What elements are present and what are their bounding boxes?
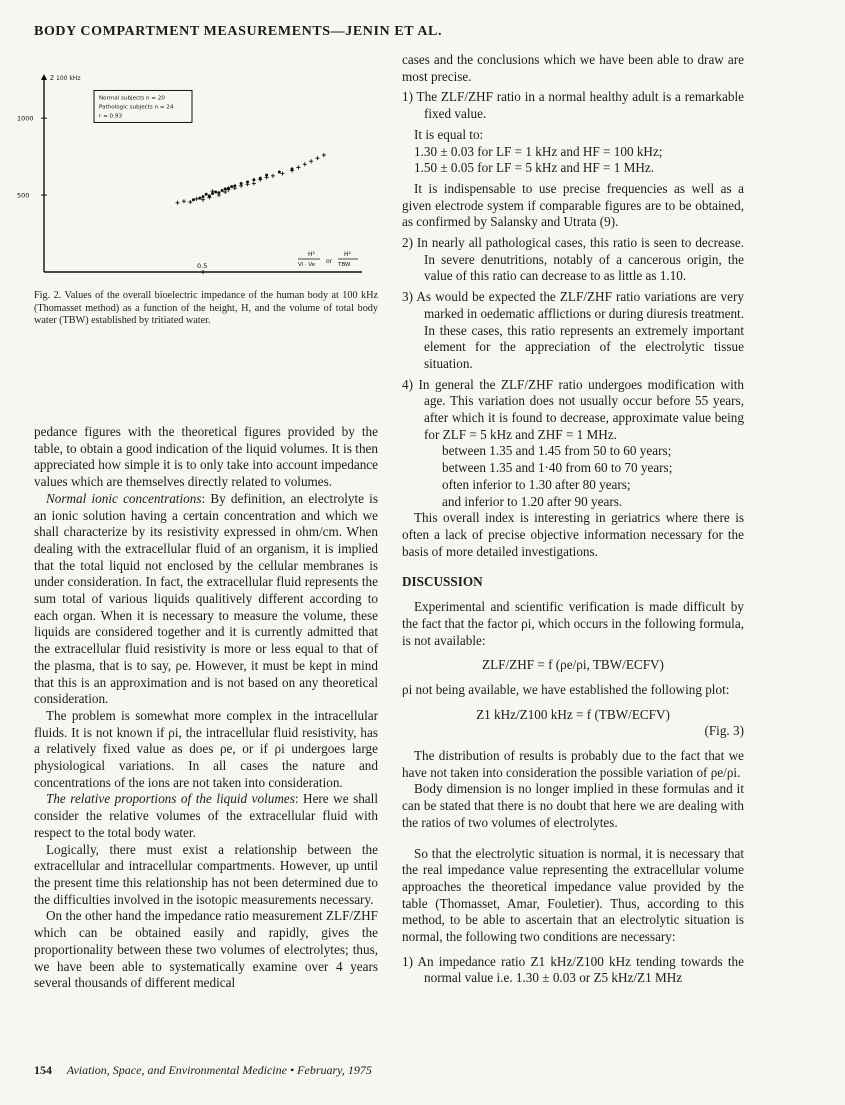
list-item-1: 1) The ZLF/ZHF ratio in a normal healthy adult is a remarkable fixed value. — [402, 89, 744, 122]
x-axis-label-a-denominator: Vi · Ve — [298, 262, 316, 268]
pathologic-point — [201, 198, 205, 202]
age-range-4: and inferior to 1.20 after 90 years. — [442, 493, 623, 509]
page-number: 154 — [34, 1063, 52, 1077]
pathologic-point — [195, 197, 199, 201]
figure-2-chart — [17, 58, 380, 286]
formula-1: ZLF/ZHF = f (ρe/ρi, TBW/ECFV) — [482, 657, 664, 673]
normal-point — [202, 195, 205, 198]
legend-entry: Normal subjects n = 20 — [99, 95, 165, 102]
formula-2: Z1 kHz/Z100 kHz = f (TBW/ECFV) — [476, 706, 670, 722]
left-paragraph-6: On the other hand the impedance ratio measurement ZLF/ZHF which can be obtained easily and rapidly, gives the proportionality between these two volumes of electrolytes; thus, we have been able to systematically examine over 4 years several thousands of different medical — [34, 908, 378, 991]
left-column — [34, 424, 378, 992]
left-paragraph-3: The problem is somewhat more complex in the intracellular fluids. It is not known if ρi, the intracellular fluid resistivity, has a relatively fixed value as does ρe, or if ρi undergoes large physiological variations. In all cases the nature and concentrations of the ions are not taken into consideration. — [34, 707, 378, 790]
normal-point — [221, 189, 224, 192]
pathologic-point — [265, 175, 269, 179]
right-paragraph-indispensable: It is indispensable to use precise frequencies as well as a given electrode system if comparable figures are to be obtained, as confirmed by Salansky and Utrata (9). — [402, 180, 744, 230]
normal-point — [205, 193, 208, 196]
equal-to-label: It is equal to: — [414, 126, 484, 142]
list-item-2: 2) In nearly all pathological cases, this ratio is seen to decrease. In severe denutritions, notably of a cancerous origin, the value of this ratio can decrease to as little as 1.10. — [402, 235, 744, 284]
discussion-paragraph-5: So that the electrolytic situation is normal, it is necessary that the real impedance value representing the extracellular volume approaches the theoretical impedance value provided by the table (Thomasset, Amar, Fouletier). Thus, according to this method, to be able to ascertain that an electrolytic situation is normal, the following two conditions are necessary: — [402, 845, 744, 945]
x-axis-label-a-numerator: H² — [308, 251, 315, 258]
legend-entry: Pathologic subjects n = 24 — [99, 104, 174, 111]
discussion-paragraph-4: Body dimension is no longer implied in these formulas and it can be stated that there is no doubt that here we are dealing with the ratios of two volumes of electrolytes. — [402, 781, 744, 830]
normal-point — [224, 187, 227, 190]
x-axis-label-or: or — [326, 258, 333, 265]
age-range-1: between 1.35 and 1.45 from 50 to 60 years; — [442, 443, 672, 459]
list-item-4: 4) In general the ZLF/ZHF ratio undergoes modification with age. This variation does not usually occur before 55 years, after which it is found to decrease, approximate value being for ZLF = 5 kHz and ZHF = 1 MHz. — [402, 376, 744, 442]
pathologic-point — [211, 189, 215, 193]
right-paragraph-geriatrics: This overall index is interesting in geriatrics where there is often a lack of precise objective information necessary for the basis of more detailed investigations. — [402, 510, 744, 559]
left-paragraph-2: Normal ionic concentrations: By definition, an electrolyte is an ionic solution having a certain concentration and which we shall characterize by its resistivity expressed in ohm/cm. When dealing with the extracellular fluid of an organism, it is implied that the total liquid not enclosed by the cellular membranes is under consideration. In fact, the extracellular fluid represents the sum total of various liquids qualitively different according to each organ. When it is necessary to measure the volume, these liquids are considered together and it is currently admitted that the extracellular fluid resistivity is more or less equal to that of the plasma, that is to say, ρe. However, it must be kept in mind that this is an approximation and is not based on any theoretical consideration. — [34, 490, 378, 707]
pathologic-point — [309, 159, 313, 163]
y-tick-label: 500 — [17, 191, 30, 200]
pathologic-point — [217, 193, 221, 197]
normal-point — [198, 197, 201, 200]
pathologic-point — [281, 172, 285, 176]
running-header: BODY COMPARTMENT MEASUREMENTS—JENIN ET AL. — [34, 24, 443, 39]
y-axis-arrow — [41, 74, 47, 80]
normal-point — [278, 171, 281, 174]
pathologic-point — [296, 165, 300, 169]
pathologic-point — [182, 199, 186, 203]
pathologic-point — [303, 162, 307, 166]
y-axis-label: Z 100 kHz — [50, 75, 81, 82]
legend-entry: r = 0.93 — [99, 113, 122, 120]
formula-2-reference: (Fig. 3) — [704, 723, 744, 739]
pathologic-point — [322, 153, 326, 157]
left-paragraph-4: The relative proportions of the liquid volumes: Here we shall consider the relative volumes of the extracellular fluid with respect to the total body water. — [34, 791, 378, 840]
left-paragraph-1: pedance figures with the theoretical figures provided by the table, to obtain a good indication of the liquid volumes. It is then appreciated how simple it is to only take into account impedance values which are themselves directly related to volumes. — [34, 424, 378, 490]
pathologic-point — [223, 190, 227, 194]
pathologic-point — [239, 184, 243, 188]
x-tick-label: 0.5 — [197, 262, 208, 270]
pathologic-point — [246, 182, 250, 186]
age-range-2: between 1.35 and 1·40 from 60 to 70 years; — [442, 460, 673, 476]
equation-2: 1.50 ± 0.05 for LF = 5 kHz and HF = 1 MHz. — [414, 160, 655, 176]
x-axis-label-b-numerator: H² — [344, 251, 351, 258]
x-axis-label-b-denominator: TBW — [338, 262, 351, 268]
age-range-3: often inferior to 1.30 after 80 years; — [442, 476, 631, 492]
discussion-paragraph-1: Experimental and scientific verification is made difficult by the fact that the factor ρi, which occurs in the following formula, is not available: — [402, 599, 744, 648]
section-normal-ionic: Normal ionic concentrations — [46, 490, 202, 506]
figure-caption: Fig. 2. Values of the overall bioelectric impedance of the human body at 100 kHz (Thomasset method) as a function of the height, H, and the volume of total body water (TBW) established by tritiated water. — [34, 290, 378, 327]
journal-citation: Aviation, Space, and Environmental Medicine • February, 1975 — [66, 1063, 372, 1077]
discussion-paragraph-3: The distribution of results is probably due to the fact that we have not taken into consideration the possible variation of ρe/ρi. — [402, 748, 744, 780]
discussion-paragraph-2: ρi not being available, we have established the following plot: — [402, 681, 730, 697]
pathologic-point — [188, 200, 192, 204]
y-tick-label: 1000 — [17, 114, 34, 123]
pathologic-point — [252, 182, 256, 186]
equation-1: 1.30 ± 0.03 for LF = 1 kHz and HF = 100 kHz; — [414, 143, 663, 159]
normal-point — [230, 185, 233, 188]
section-relative-proportions: The relative proportions of the liquid volumes — [46, 791, 295, 807]
pathologic-point — [271, 174, 275, 178]
list-item-3: 3) As would be expected the ZLF/ZHF ratio variations are very marked in oedematic afflictions or during diuresis treatment. In these cases, this ratio represents an extremely important element for the appreciation of the electrolytic tissue situation. — [402, 289, 744, 371]
condition-item-1: 1) An impedance ratio Z1 kHz/Z100 kHz tending towards the normal value i.e. 1.30 ± 0.03 or Z5 kHz/Z1 MHz — [402, 953, 744, 986]
normal-point — [252, 178, 255, 181]
page-footer — [34, 1063, 372, 1078]
left-paragraph-5: Logically, there must exist a relationship between the extracellular and intracellular compartments. However, up until the present time this relationship has not been determined due to the difficulties involved in the isotopic measurements necessary. — [34, 841, 378, 907]
discussion-heading: DISCUSSION — [402, 574, 483, 590]
normal-point — [192, 198, 195, 201]
pathologic-point — [315, 156, 319, 160]
right-paragraph-0: cases and the conclusions which we have been able to draw are most precise. — [402, 52, 744, 84]
pathologic-point — [176, 201, 180, 205]
pathologic-point — [233, 186, 237, 190]
normal-point — [214, 191, 217, 194]
right-column — [402, 52, 744, 987]
